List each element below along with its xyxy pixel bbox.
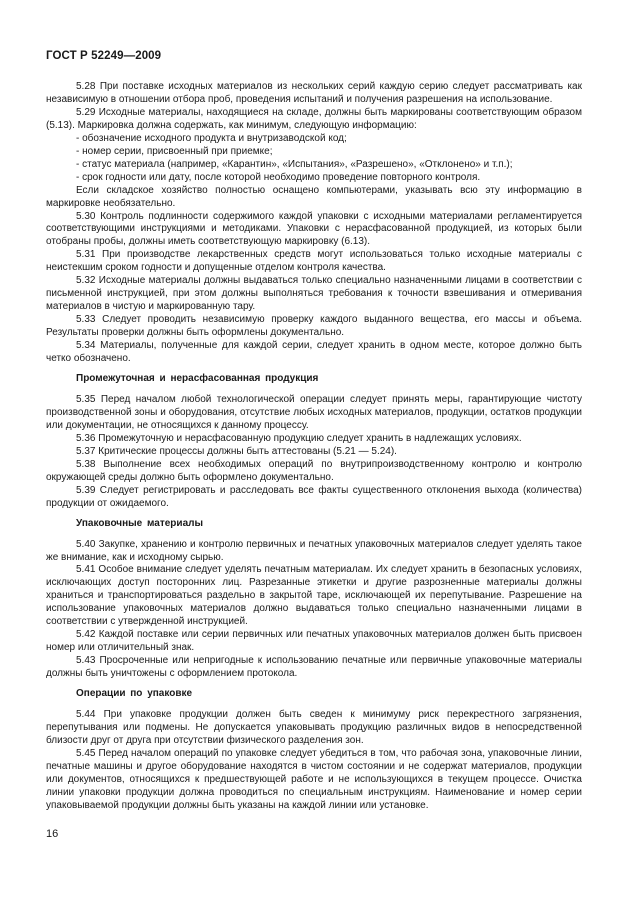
paragraph-5-41: 5.41 Особое внимание следует уделять печатным материалам. Их следует хранить в безопасных условиях, исключающих доступ посторонних лиц. Разрезанные этикетки и другие разрозненные материалы должны храниться и транспортироваться раздельно в закрытой таре, исключающей их перепутывание. Разрешение на использование упаковочных материалов должно выдаваться только специально назначенными лицами в соответствии с утвержденной инструкцией. bbox=[46, 564, 582, 628]
document-body bbox=[46, 81, 582, 813]
page-number: 16 bbox=[46, 828, 59, 840]
list-item: - статус материала (например, «Карантин», «Испытания», «Разрешено», «Отклонено» и т.п.); bbox=[76, 158, 513, 170]
paragraph-note: Если складское хозяйство полностью оснащено компьютерами, указывать всю эту информацию в маркировке необязательно. bbox=[46, 184, 582, 209]
list-item: - обозначение исходного продукта и внутризаводской код; bbox=[76, 132, 347, 144]
paragraph-5-40: 5.40 Закупке, хранению и контролю первичных и печатных упаковочных материалов следует уделять такое же внимание, как и исходному сырью. bbox=[46, 538, 582, 563]
section-heading-packaging-operations: Операции по упаковке bbox=[76, 688, 193, 700]
paragraph-5-39: 5.39 Следует регистрировать и расследовать все факты существенного отклонения выхода (количества) продукции от ожидаемого. bbox=[46, 484, 582, 509]
paragraph-5-29: 5.29 Исходные материалы, находящиеся на складе, должны быть маркированы соответствующим образом (5.13). Маркировка должна содержать, как минимум, следующую информацию: bbox=[46, 106, 582, 131]
paragraph-5-36: 5.36 Промежуточную и нерасфасованную продукцию следует хранить в надлежащих условиях. bbox=[76, 432, 522, 444]
paragraph-5-34: 5.34 Материалы, полученные для каждой серии, следует хранить в одном месте, которое должно быть четко обозначено. bbox=[46, 340, 582, 365]
paragraph-5-33: 5.33 Следует проводить независимую проверку каждого выданного вещества, его массы и объема. Результаты проверки должны быть оформлены документально. bbox=[46, 314, 582, 339]
paragraph-5-43: 5.43 Просроченные или непригодные к использованию печатные или первичные упаковочные материалы должны быть уничтожены с оформлением протокола. bbox=[46, 655, 582, 680]
paragraph-5-32: 5.32 Исходные материалы должны выдаваться только специально назначенными лицами в соответствии с письменной инструкцией, при этом должны выполняться требования к точности взвешивания и отмеривания материалов в чистую и маркированную тару. bbox=[46, 275, 582, 313]
paragraph-5-45: 5.45 Перед началом операций по упаковке следует убедиться в том, что рабочая зона, упаковочные линии, печатные машины и другое оборудование находятся в чистом состоянии и не содержат материалов, продукции или документов, относящихся к предшествующей работе и не использующихся в текущем процессе. Очистка линии упаковки продукции должна проводиться по специальным инструкциям. Наименование и номер серии упаковываемой продукции должны быть указаны на каждой линии или установке. bbox=[46, 747, 582, 811]
paragraph-5-31: 5.31 При производстве лекарственных средств могут использоваться только исходные материалы с неистекшим сроком годности и допущенные отделом контроля качества. bbox=[46, 249, 582, 274]
paragraph-5-37: 5.37 Критические процессы должны быть аттестованы (5.21 — 5.24). bbox=[76, 445, 397, 457]
paragraph-5-44: 5.44 При упаковке продукции должен быть сведен к минимуму риск перекрестного загрязнения, перепутывания или подмены. Не допускается упаковывать продукцию различных видов в непосредственной близости друг от друга при отсутствии физического разделения зон. bbox=[46, 709, 582, 746]
paragraph-5-42: 5.42 Каждой поставке или серии первичных или печатных упаковочных материалов должен быть присвоен номер или отличительный знак. bbox=[46, 629, 582, 654]
section-heading-intermediate-products: Промежуточная и нерасфасованная продукция bbox=[76, 372, 319, 384]
section-heading-packaging-materials: Упаковочные материалы bbox=[76, 517, 204, 529]
paragraph-5-35: 5.35 Перед началом любой технологической операции следует принять меры, гарантирующие чистоту производственной зоны и оборудования, отсутствие любых исходных материалов, продукции, остатков продукции или документации, не относящихся к данному процессу. bbox=[46, 393, 582, 431]
paragraph-5-28: 5.28 При поставке исходных материалов из нескольких серий каждую серию следует рассматривать как независимую в отношении отбора проб, проведения испытаний и получения разрешения на использование. bbox=[46, 81, 582, 105]
paragraph-5-30: 5.30 Контроль подлинности содержимого каждой упаковки с исходными материалами регламентируется соответствующими инструкциями и методиками. Упаковки с нерасфасованной продукцией, из которых были отобраны пробы, должны иметь соответствующую маркировку (6.13). bbox=[46, 210, 582, 248]
list-item: - срок годности или дату, после которой необходимо проведение повторного контроля. bbox=[76, 171, 481, 183]
list-item: - номер серии, присвоенный при приемке; bbox=[76, 145, 273, 157]
paragraph-5-38: 5.38 Выполнение всех необходимых операций по внутрипроизводственному контролю и контролю окружающей среды должно быть оформлено документально. bbox=[46, 458, 582, 483]
document-header: ГОСТ Р 52249—2009 bbox=[46, 50, 162, 62]
